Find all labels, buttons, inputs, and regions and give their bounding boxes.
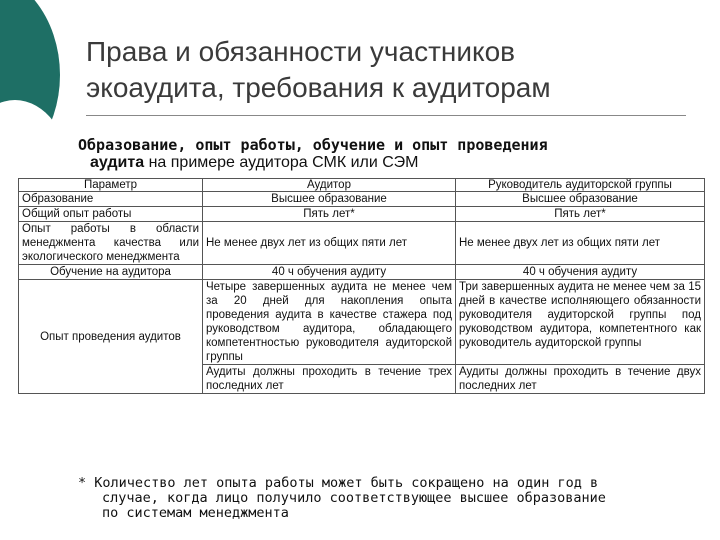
title-divider [86, 115, 686, 116]
requirements-table [18, 178, 705, 394]
cell-auditor: Высшее образование [203, 192, 456, 207]
cell-parameter: Образование [19, 192, 203, 207]
table-row [19, 207, 705, 222]
cell-parameter: Обучение на аудитора [19, 265, 203, 280]
footnote-line-2: случае, когда лицо получило соответствующее высшее образование [102, 490, 606, 506]
footnote-line-1: * Количество лет опыта работы может быть сокращено на один год в [78, 475, 599, 491]
cell-auditor: Не менее двух лет из общих пяти лет [203, 222, 456, 265]
table-row [19, 280, 705, 365]
table-header-row [19, 179, 705, 192]
header-auditor: Аудитор [203, 179, 456, 192]
cell-auditor: Аудиты должны проходить в течение трех последних лет [203, 365, 456, 394]
table-row [19, 192, 705, 207]
cell-leader: Не менее двух лет из общих пяти лет [456, 222, 705, 265]
slide-subtitle [78, 136, 698, 172]
subtitle-bold-word: аудита [90, 154, 145, 171]
header-parameter: Параметр [19, 179, 203, 192]
cell-auditor: Четыре завершенных аудита не менее чем за 20 дней для накопления опыта проведения аудита в качестве стажера под руководством аудитора, обладающего компетентностью руководителя аудиторской группы [203, 280, 456, 365]
cell-leader: Три завершенных аудита не менее чем за 15 дней в качестве исполняющего обязанности руководителя аудиторской группы под руководством аудитора, компетентного как руководитель аудиторской группы [456, 280, 705, 365]
slide-title [86, 34, 686, 106]
cell-parameter: Общий опыт работы [19, 207, 203, 222]
footnote-line-3: по системам менеджмента [102, 505, 289, 521]
cell-leader: Пять лет* [456, 207, 705, 222]
cell-auditor: 40 ч обучения аудиту [203, 265, 456, 280]
slide-title-line-2: экоаудита, требования к аудиторам [86, 72, 551, 103]
cell-leader: 40 ч обучения аудиту [456, 265, 705, 280]
cell-parameter: Опыт проведения аудитов [19, 280, 203, 394]
table-row [19, 265, 705, 280]
subtitle-line-2 [78, 154, 698, 172]
cell-leader: Высшее образование [456, 192, 705, 207]
cell-parameter: Опыт работы в области менеджмента качества или экологического менеджмента [19, 222, 203, 265]
subtitle-line-1: Образование, опыт работы, обучение и опыт проведения [78, 136, 548, 154]
cell-auditor: Пять лет* [203, 207, 456, 222]
cell-leader: Аудиты должны проходить в течение двух последних лет [456, 365, 705, 394]
footnote [78, 476, 698, 521]
table-row [19, 222, 705, 265]
slide-title-line-1: Права и обязанности участников [86, 36, 516, 67]
header-team-leader: Руководитель аудиторской группы [456, 179, 705, 192]
subtitle-rest: на примере аудитора СМК или СЭМ [144, 154, 419, 171]
